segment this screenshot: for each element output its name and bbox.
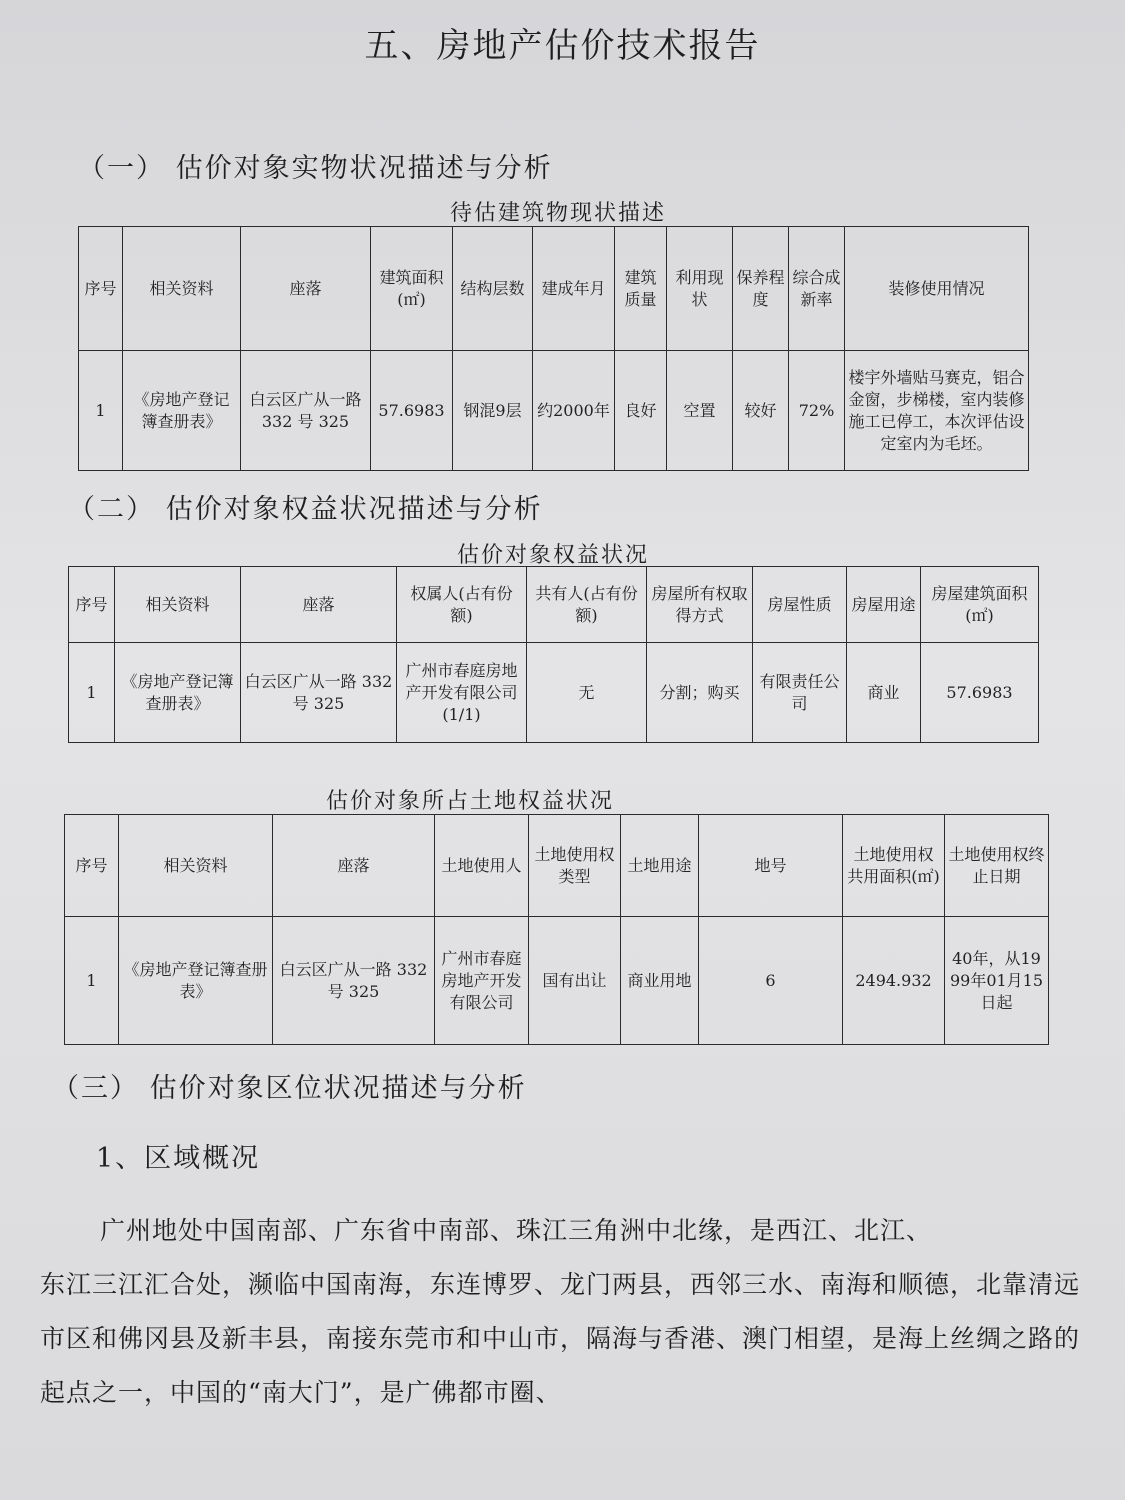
table-cell: 57.6983	[921, 643, 1039, 743]
header-cell: 权属人(占有份额)	[397, 567, 527, 643]
table-cell: 1	[69, 643, 115, 743]
section-heading-location: （三） 估价对象区位状况描述与分析	[52, 1073, 527, 1104]
header-cell: 序号	[69, 567, 115, 643]
table-cell: 楼宇外墙贴马赛克，铝合金窗，步梯楼，室内装修施工已停工，本次评估设定室内为毛坯。	[845, 351, 1029, 471]
header-cell: 座落	[273, 815, 435, 917]
header-cell: 利用现状	[667, 227, 733, 351]
section-heading-physical: （一） 估价对象实物状况描述与分析	[78, 153, 553, 184]
table-row	[69, 643, 1039, 743]
table-cell: 商业用地	[621, 917, 699, 1045]
table-caption-rights: 估价对象权益状况	[456, 543, 649, 568]
table-row	[79, 351, 1029, 471]
building-status-table	[78, 226, 1029, 471]
header-cell: 土地使用权类型	[529, 815, 621, 917]
header-cell: 土地使用权终止日期	[945, 815, 1049, 917]
region-overview-paragraph	[40, 1204, 1080, 1420]
header-cell: 土地使用人	[435, 815, 529, 917]
paragraph-first-line: 广州地处中国南部、广东省中南部、珠江三角洲中北缘，是西江、北江、	[100, 1216, 933, 1245]
header-cell: 序号	[65, 815, 119, 917]
table-cell: 无	[527, 643, 647, 743]
page-title: 五、房地产估价技术报告	[364, 26, 761, 66]
header-cell: 土地用途	[621, 815, 699, 917]
table-cell: 《房地产登记簿查册表》	[119, 917, 273, 1045]
table-caption-land: 估价对象所占土地权益状况	[325, 789, 614, 814]
table-cell: 分割；购买	[647, 643, 753, 743]
header-cell: 建筑质量	[615, 227, 667, 351]
table-cell: 《房地产登记簿查册表》	[115, 643, 241, 743]
table-cell: 6	[699, 917, 843, 1045]
header-cell: 座落	[241, 227, 371, 351]
table-cell: 57.6983	[371, 351, 453, 471]
header-cell: 序号	[79, 227, 123, 351]
table-cell: 空置	[667, 351, 733, 471]
table-cell: 2494.932	[843, 917, 945, 1045]
header-cell: 保养程度	[733, 227, 789, 351]
table-cell: 良好	[615, 351, 667, 471]
header-cell: 地号	[699, 815, 843, 917]
header-cell: 房屋所有权取得方式	[647, 567, 753, 643]
table-cell: 钢混9层	[453, 351, 533, 471]
table-cell: 白云区广从一路 332 号 325	[273, 917, 435, 1045]
table-header-row	[79, 227, 1029, 351]
header-cell: 结构层数	[453, 227, 533, 351]
header-cell: 建筑面积(㎡)	[371, 227, 453, 351]
header-cell: 房屋性质	[753, 567, 847, 643]
land-rights-table	[64, 814, 1049, 1045]
header-cell: 房屋用途	[847, 567, 921, 643]
table-cell: 商业	[847, 643, 921, 743]
header-cell: 相关资料	[119, 815, 273, 917]
table-cell: 72%	[789, 351, 845, 471]
header-cell: 房屋建筑面积(㎡)	[921, 567, 1039, 643]
table-cell: 有限责任公司	[753, 643, 847, 743]
section-heading-rights: （二） 估价对象权益状况描述与分析	[68, 494, 543, 525]
header-cell: 座落	[241, 567, 397, 643]
header-cell: 土地使用权共用面积(㎡)	[843, 815, 945, 917]
table-row	[65, 917, 1049, 1045]
table-cell: 较好	[733, 351, 789, 471]
table-cell: 约2000年	[533, 351, 615, 471]
table-cell: 广州市春庭房地产开发有限公司	[435, 917, 529, 1045]
header-cell: 相关资料	[123, 227, 241, 351]
table-cell: 1	[79, 351, 123, 471]
header-cell: 建成年月	[533, 227, 615, 351]
table-header-row	[65, 815, 1049, 917]
subsection-heading-region: 1、区域概况	[96, 1143, 261, 1174]
table-cell: 白云区广从一路 332 号 325	[241, 351, 371, 471]
paragraph-body: 东江三江汇合处，濒临中国南海，东连博罗、龙门两县，西邻三水、南海和顺德，北靠清远市区和佛冈县及新丰县，南接东莞市和中山市，隔海与香港、澳门相望，是海上丝绸之路的起点之一，中国的“南大门”，是广佛都市圈、	[40, 1270, 1081, 1407]
table-caption-building: 待估建筑物现状描述	[449, 201, 666, 226]
header-cell: 相关资料	[115, 567, 241, 643]
table-cell: 1	[65, 917, 119, 1045]
table-cell: 《房地产登记簿查册表》	[123, 351, 241, 471]
header-cell: 装修使用情况	[845, 227, 1029, 351]
header-cell: 综合成新率	[789, 227, 845, 351]
table-cell: 国有出让	[529, 917, 621, 1045]
table-header-row	[69, 567, 1039, 643]
table-cell: 40年，从1999年01月15日起	[945, 917, 1049, 1045]
rights-status-table	[68, 566, 1039, 743]
table-cell: 广州市春庭房地产开发有限公司(1/1)	[397, 643, 527, 743]
table-cell: 白云区广从一路 332 号 325	[241, 643, 397, 743]
header-cell: 共有人(占有份额)	[527, 567, 647, 643]
